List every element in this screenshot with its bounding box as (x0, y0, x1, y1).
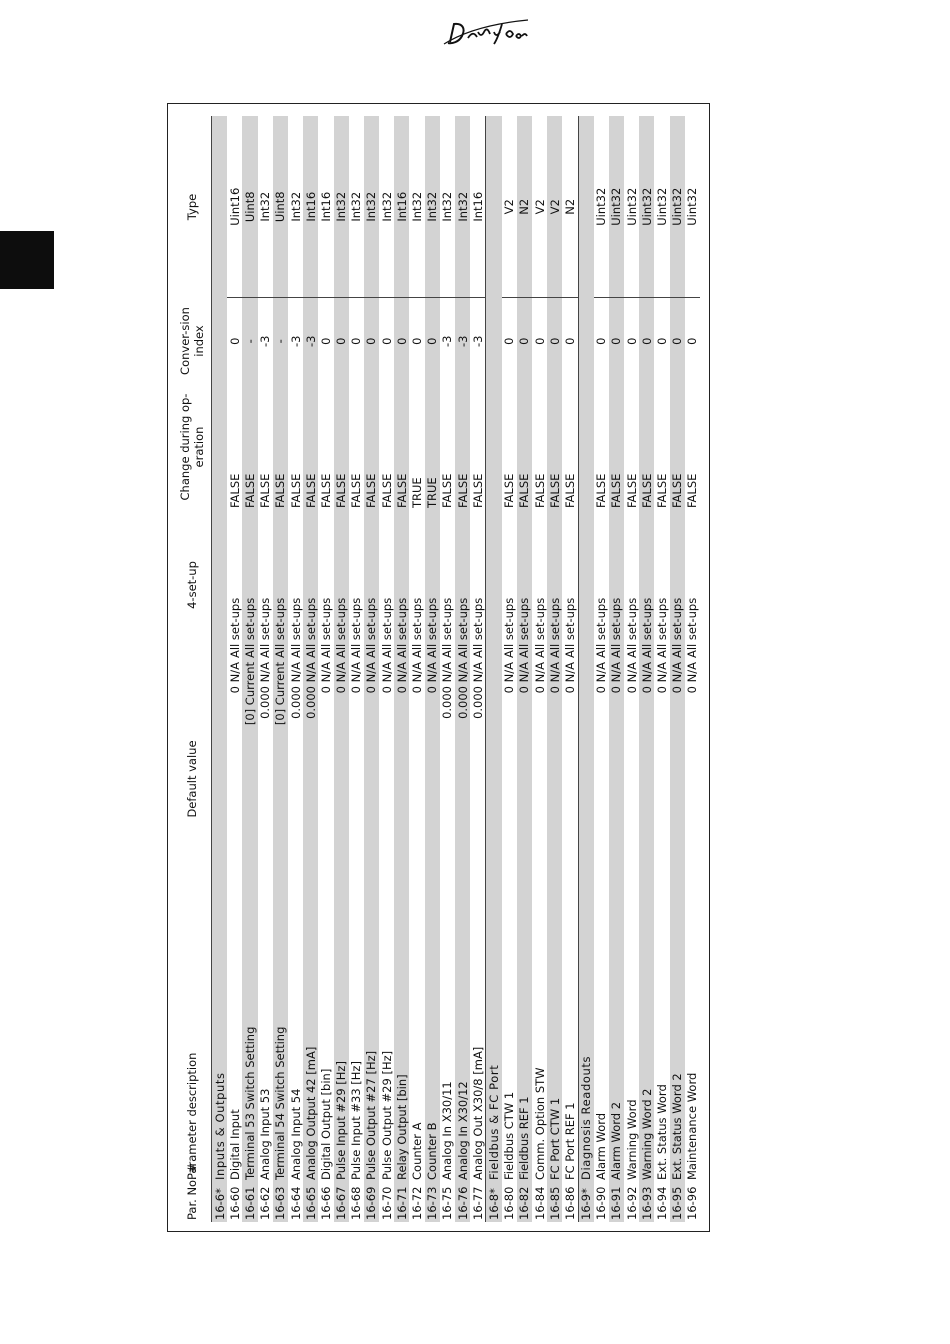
cell-change-during-operation: FALSE (242, 384, 257, 510)
cell-change-during-operation: FALSE (258, 473, 273, 508)
cell-change-during-operation: FALSE (273, 384, 288, 510)
cell-type: Uint8 (273, 116, 288, 298)
cell-type: Uint32 (639, 116, 654, 298)
cell-description: Pulse Output #29 [Hz] (379, 1050, 394, 1180)
cell-change-during-operation: FALSE (562, 473, 577, 508)
cell-default-value: 0 N/A (425, 660, 440, 898)
col-header-4-set-up: 4-set-up (184, 561, 199, 609)
cell-description: FC Port CTW 1 (547, 898, 562, 1182)
cell-conversion-index: -3 (258, 335, 273, 347)
cell-description: Fieldbus CTW 1 (502, 1091, 517, 1180)
table-row (379, 116, 394, 1222)
cell-default-value: 0 N/A (379, 662, 394, 694)
table-row (517, 116, 532, 1222)
cell-change-during-operation: FALSE (227, 473, 242, 508)
cell-par-no: 16-76 (455, 1182, 470, 1222)
cell-default-value: 0 N/A (410, 662, 425, 694)
cell-change-during-operation: FALSE (470, 473, 485, 508)
cell-default-value: [0] Current (242, 660, 257, 898)
cell-type: Int16 (470, 116, 486, 298)
cell-4-set-up: All set-ups (440, 597, 455, 658)
cell-change-during-operation: TRUE (410, 477, 425, 508)
cell-description: Pulse Output #27 [Hz] (364, 898, 379, 1182)
cell-change-during-operation: TRUE (425, 384, 440, 510)
cell-default-value: 0.000 N/A (440, 662, 455, 719)
cell-par-no: 16-92 (624, 1186, 639, 1220)
cell-conversion-index: - (273, 298, 288, 384)
cell-change-during-operation: FALSE (318, 473, 333, 508)
cell-par-no: 16-61 (242, 1182, 257, 1222)
cell-type: V2 (532, 116, 547, 298)
table-row (685, 116, 700, 1222)
col-header-type: Type (184, 193, 199, 221)
cell-conversion-index: 0 (609, 298, 624, 384)
cell-conversion-index: 0 (410, 337, 425, 345)
cell-conversion-index: 0 (227, 337, 242, 345)
cell-par-no: 16-80 (502, 1186, 517, 1220)
cell-par-no: 16-68 (349, 1186, 364, 1220)
cell-default-value: 0.000 N/A (303, 660, 318, 898)
cell-conversion-index: 0 (655, 337, 670, 345)
cell-default-value: 0 N/A (318, 662, 333, 694)
col-header-par-no: Par. No. # (184, 1163, 199, 1220)
cell-type: Int32 (288, 116, 303, 298)
cell-par-no: 16-69 (364, 1182, 379, 1222)
cell-change-during-operation: FALSE (517, 384, 532, 510)
cell-4-set-up: All set-ups (517, 510, 532, 660)
cell-conversion-index: 0 (517, 298, 532, 384)
cell-default-value: 0 N/A (670, 660, 685, 898)
cell-par-no: 16-84 (532, 1186, 547, 1220)
cell-change-during-operation: FALSE (685, 473, 700, 508)
cell-conversion-index: 0 (364, 298, 379, 384)
cell-type: Uint32 (609, 116, 624, 298)
cell-conversion-index: 0 (318, 337, 333, 345)
cell-change-during-operation: FALSE (502, 473, 517, 508)
cell-par-no: 16-62 (258, 1186, 273, 1220)
cell-4-set-up: All set-ups (624, 597, 639, 658)
cell-default-value: 0 N/A (609, 660, 624, 898)
table-row (594, 116, 609, 1222)
table-row (349, 116, 364, 1222)
cell-type: Int32 (455, 116, 470, 298)
chapter-tab-marker (0, 231, 54, 289)
cell-conversion-index: 0 (349, 337, 364, 345)
cell-4-set-up: All set-ups (562, 597, 577, 658)
cell-4-set-up: All set-ups (639, 510, 654, 660)
cell-par-no: 16-67 (334, 1182, 349, 1222)
cell-description: Analog In X30/11 (440, 1081, 455, 1180)
cell-default-value: 0 N/A (685, 662, 700, 694)
cell-description: Analog Output 42 [mA] (303, 898, 318, 1182)
cell-par-no: 16-73 (425, 1182, 440, 1222)
cell-change-during-operation: FALSE (639, 384, 654, 510)
cell-type: Int32 (334, 116, 349, 298)
cell-conversion-index: -3 (303, 298, 318, 384)
cell-par-no: 16-70 (379, 1186, 394, 1220)
group-title: Diagnosis Readouts (578, 116, 594, 1182)
cell-4-set-up: All set-ups (609, 510, 624, 660)
cell-4-set-up: All set-ups (273, 510, 288, 660)
cell-conversion-index: 0 (334, 298, 349, 384)
cell-4-set-up: All set-ups (334, 510, 349, 660)
cell-description: Counter A (410, 1122, 425, 1180)
cell-description: Analog In X30/12 (455, 898, 470, 1182)
cell-description: Alarm Word (594, 1112, 609, 1180)
cell-type: Uint32 (594, 116, 609, 298)
table-row (670, 116, 685, 1222)
table-row (394, 116, 409, 1222)
cell-description: Digital Input (227, 1109, 242, 1180)
table-row (547, 116, 562, 1222)
cell-par-no: 16-91 (609, 1182, 624, 1222)
cell-4-set-up: All set-ups (594, 597, 609, 658)
cell-type: Int32 (425, 116, 440, 298)
group-title: Inputs & Outputs (212, 116, 228, 1182)
group-par-no: 16-9* (578, 1182, 594, 1222)
cell-change-during-operation: FALSE (288, 473, 303, 508)
table-row (288, 116, 303, 1222)
cell-type: N2 (517, 116, 532, 298)
cell-type: Uint32 (685, 116, 700, 298)
cell-type: Uint16 (227, 116, 242, 298)
cell-description: Alarm Word 2 (609, 898, 624, 1182)
cell-type: Uint32 (654, 116, 669, 298)
cell-conversion-index: 0 (379, 337, 394, 345)
cell-default-value: 0 N/A (532, 662, 547, 694)
cell-4-set-up: All set-ups (394, 510, 409, 660)
cell-conversion-index: 0 (562, 337, 577, 345)
cell-change-during-operation: FALSE (394, 384, 409, 510)
table-row (562, 116, 578, 1222)
cell-4-set-up: All set-ups (685, 597, 700, 658)
cell-par-no: 16-71 (394, 1182, 409, 1222)
cell-4-set-up: All set-ups (349, 597, 364, 658)
cell-default-value: 0 N/A (639, 660, 654, 898)
cell-default-value: 0 N/A (364, 660, 379, 898)
cell-conversion-index: -3 (440, 335, 455, 347)
cell-conversion-index: 0 (624, 337, 639, 345)
table-group-row (578, 116, 594, 1222)
cell-description: Terminal 53 Switch Setting (242, 898, 257, 1182)
cell-4-set-up: All set-ups (318, 597, 333, 658)
cell-default-value: 0 N/A (394, 660, 409, 898)
cell-type: N2 (562, 116, 578, 298)
cell-description: Warning Word (624, 1099, 639, 1180)
cell-change-during-operation: FALSE (334, 384, 349, 510)
cell-change-during-operation: FALSE (624, 473, 639, 508)
cell-par-no: 16-82 (517, 1182, 532, 1222)
table-row (609, 116, 624, 1222)
cell-conversion-index: 0 (670, 298, 685, 384)
cell-change-during-operation: FALSE (379, 473, 394, 508)
cell-4-set-up: All set-ups (258, 597, 273, 658)
parameter-table (172, 116, 700, 1222)
cell-description: Analog Out X30/8 [mA] (470, 1046, 485, 1180)
table-group-row (212, 116, 228, 1222)
table-row (624, 116, 639, 1222)
table-row (639, 116, 654, 1222)
cell-default-value: 0 N/A (334, 660, 349, 898)
cell-description: Ext. Status Word 2 (670, 898, 685, 1182)
cell-type: Int32 (409, 116, 424, 298)
cell-par-no: 16-94 (655, 1186, 670, 1220)
cell-description: Counter B (425, 898, 440, 1182)
cell-default-value: 0 N/A (562, 662, 577, 694)
cell-4-set-up: All set-ups (242, 510, 257, 660)
table-row (242, 116, 257, 1222)
cell-type: Int32 (364, 116, 379, 298)
cell-par-no: 16-95 (670, 1182, 685, 1222)
table-row (470, 116, 486, 1222)
cell-change-during-operation: FALSE (303, 384, 318, 510)
cell-description: Digital Output [bin] (318, 1068, 333, 1180)
cell-description: Pulse Input #29 [Hz] (334, 898, 349, 1182)
cell-4-set-up: All set-ups (655, 597, 670, 658)
cell-type: Int16 (303, 116, 318, 298)
cell-4-set-up: All set-ups (670, 510, 685, 660)
col-header-conversion-index: Conver-sion index (177, 307, 206, 375)
cell-type: Uint8 (242, 116, 257, 298)
cell-default-value: 0 N/A (547, 660, 562, 898)
cell-par-no: 16-65 (303, 1182, 318, 1222)
cell-par-no: 16-86 (562, 1186, 577, 1220)
cell-change-during-operation: FALSE (547, 384, 562, 510)
cell-default-value: 0 N/A (517, 660, 532, 898)
cell-change-during-operation: FALSE (455, 384, 470, 510)
cell-par-no: 16-63 (273, 1182, 288, 1222)
cell-conversion-index: - (242, 298, 257, 384)
cell-description: Maintenance Word (685, 1072, 700, 1180)
cell-par-no: 16-85 (547, 1182, 562, 1222)
cell-default-value: 0 N/A (502, 662, 517, 694)
cell-change-during-operation: FALSE (609, 384, 624, 510)
cell-default-value: 0 N/A (227, 662, 242, 694)
cell-par-no: 16-96 (685, 1186, 700, 1220)
col-header-default-value: Default value (184, 740, 199, 818)
table-row (227, 116, 242, 1222)
cell-change-during-operation: FALSE (349, 473, 364, 508)
cell-par-no: 16-75 (440, 1186, 455, 1220)
group-par-no: 16-8* (486, 1182, 502, 1222)
cell-par-no: 16-77 (470, 1186, 485, 1220)
cell-change-during-operation: FALSE (594, 473, 609, 508)
cell-par-no: 16-64 (288, 1186, 303, 1220)
table-row (258, 116, 273, 1222)
table-row (654, 116, 669, 1222)
cell-type: Int32 (379, 116, 394, 298)
table-body (212, 116, 701, 1222)
cell-type: Uint32 (670, 116, 685, 298)
cell-description: Terminal 54 Switch Setting (273, 898, 288, 1182)
cell-change-during-operation: FALSE (532, 473, 547, 508)
table-row (455, 116, 470, 1222)
cell-description: Fieldbus REF 1 (517, 898, 532, 1182)
cell-4-set-up: All set-ups (470, 597, 485, 658)
cell-4-set-up: All set-ups (288, 597, 303, 658)
cell-4-set-up: All set-ups (455, 510, 470, 660)
col-header-description: Parameter description (184, 1052, 199, 1180)
cell-description: Pulse Input #33 [Hz] (349, 1061, 364, 1180)
cell-4-set-up: All set-ups (410, 597, 425, 658)
table-row (440, 116, 455, 1222)
table-group-row (486, 116, 502, 1222)
cell-change-during-operation: FALSE (364, 384, 379, 510)
cell-type: Int16 (318, 116, 333, 298)
cell-conversion-index: -3 (455, 298, 470, 384)
cell-change-during-operation: FALSE (655, 473, 670, 508)
table-header-row (172, 116, 212, 1222)
cell-par-no: 16-93 (639, 1182, 654, 1222)
cell-conversion-index: 0 (594, 337, 609, 345)
cell-conversion-index: 0 (394, 298, 409, 384)
cell-default-value: 0 N/A (349, 662, 364, 694)
cell-description: Analog Input 54 (288, 1088, 303, 1180)
cell-conversion-index: 0 (639, 298, 654, 384)
cell-default-value: 0 N/A (594, 662, 609, 694)
cell-4-set-up: All set-ups (379, 597, 394, 658)
cell-4-set-up: All set-ups (364, 510, 379, 660)
cell-type: Int32 (440, 116, 455, 298)
table-row (273, 116, 288, 1222)
cell-par-no: 16-72 (410, 1186, 425, 1220)
cell-par-no: 16-90 (594, 1186, 609, 1220)
group-title: Fieldbus & FC Port (486, 116, 502, 1182)
cell-4-set-up: All set-ups (303, 510, 318, 660)
table-row (409, 116, 424, 1222)
cell-default-value: 0.000 N/A (288, 662, 303, 719)
cell-description: Relay Output [bin] (394, 898, 409, 1182)
cell-conversion-index: 0 (425, 298, 440, 384)
cell-default-value: 0.000 N/A (470, 662, 485, 719)
cell-type: Int32 (258, 116, 273, 298)
cell-conversion-index: 0 (502, 337, 517, 345)
cell-change-during-operation: FALSE (440, 473, 455, 508)
cell-default-value: 0.000 N/A (258, 662, 273, 719)
rotated-table-container (168, 104, 710, 1232)
col-header-change-during-operation: Change during op-eration (177, 393, 206, 501)
table-row (318, 116, 333, 1222)
danfoss-logo (440, 14, 532, 52)
cell-change-during-operation: FALSE (670, 384, 685, 510)
cell-par-no: 16-60 (227, 1186, 242, 1220)
cell-description: Ext. Status Word (655, 1084, 670, 1180)
cell-conversion-index: -3 (288, 335, 303, 347)
group-par-no: 16-6* (212, 1182, 228, 1222)
cell-par-no: 16-66 (318, 1186, 333, 1220)
cell-description: Warning Word 2 (639, 898, 654, 1182)
cell-4-set-up: All set-ups (227, 597, 242, 658)
parameter-table-frame (167, 103, 710, 1232)
cell-4-set-up: All set-ups (425, 510, 440, 660)
cell-type: Uint32 (624, 116, 639, 298)
table-row (502, 116, 517, 1222)
cell-4-set-up: All set-ups (547, 510, 562, 660)
table-row (532, 116, 547, 1222)
table-row (364, 116, 379, 1222)
table-row (425, 116, 440, 1222)
cell-type: V2 (547, 116, 562, 298)
cell-type: Int32 (349, 116, 364, 298)
cell-default-value: 0 N/A (624, 662, 639, 694)
cell-description: Analog Input 53 (258, 1088, 273, 1180)
cell-default-value: [0] Current (273, 660, 288, 898)
cell-description: Comm. Option STW (532, 1067, 547, 1180)
cell-conversion-index: -3 (470, 335, 485, 347)
table-row (334, 116, 349, 1222)
cell-default-value: 0 N/A (655, 662, 670, 694)
cell-type: Int16 (394, 116, 409, 298)
cell-description: FC Port REF 1 (562, 1102, 577, 1180)
cell-conversion-index: 0 (532, 337, 547, 345)
cell-conversion-index: 0 (685, 337, 700, 345)
cell-type: V2 (502, 116, 517, 298)
cell-4-set-up: All set-ups (502, 597, 517, 658)
cell-default-value: 0.000 N/A (455, 660, 470, 898)
table-row (303, 116, 318, 1222)
cell-conversion-index: 0 (547, 298, 562, 384)
cell-4-set-up: All set-ups (532, 597, 547, 658)
